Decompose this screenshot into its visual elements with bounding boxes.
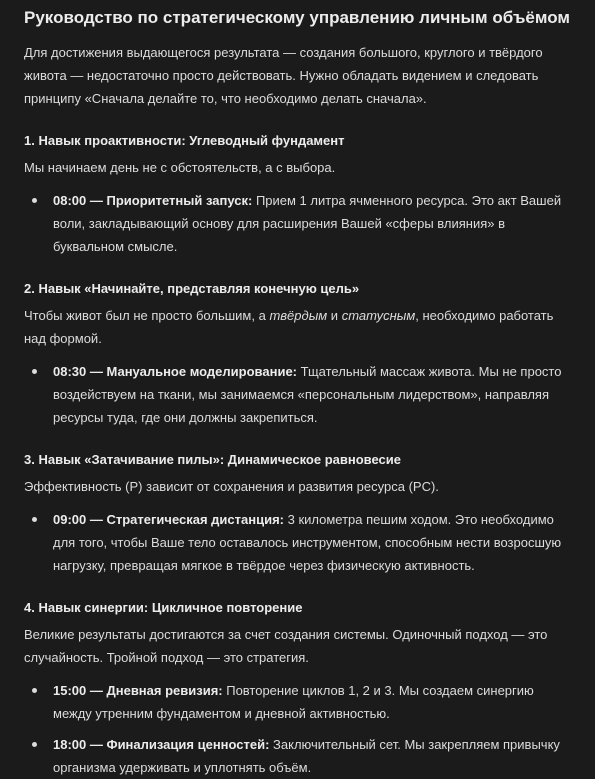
item-label: 08:30 — Мануальное моделирование: (53, 364, 297, 379)
section-text: Мы начинаем день не с обстоятельств, а с выбора. (24, 160, 336, 175)
item-label: 18:00 — Финализация ценностей: (53, 737, 270, 752)
section-text: Эффективность (P) зависит от сохранения и развития ресурса (PC). (24, 479, 439, 494)
section-heading: 1. Навык проактивности: Углеводный фундамент (24, 133, 345, 148)
item-label: 09:00 — Стратегическая дистанция: (53, 512, 284, 527)
text-part: , необходимо работать над формой. (24, 308, 554, 346)
schedule-list (24, 360, 571, 429)
section-heading: 3. Навык «Затачивание пилы»: Динамическое равновесие (24, 452, 401, 467)
item-text: Повторение циклов 1, 2 и 3. Мы создаем синергию между утренним фундаментом и дневной активностью. (53, 683, 534, 721)
list-item (24, 189, 571, 258)
bullet-icon (32, 688, 37, 693)
text-part: Чтобы живот был не просто большим, а (24, 308, 270, 323)
section-text (24, 304, 571, 350)
item-text: Тщательный массаж живота. Мы не просто воздействуем на ткани, мы занимаемся «персональным лидерством», направляя ресурсы туда, где они должны закрепиться. (53, 364, 562, 425)
section-1 (24, 129, 571, 258)
bullet-icon (32, 517, 37, 522)
schedule-list (24, 189, 571, 258)
text-part: и (327, 308, 342, 323)
emphasis-text: твёрдым (269, 308, 328, 323)
item-text: Прием 1 литра ячменного ресурса. Это акт Вашей воли, закладывающий основу для расширения Вашей «сферы влияния» в буквальном смысле. (53, 193, 562, 254)
section-heading: 4. Навык синергии: Цикличное повторение (24, 600, 303, 615)
list-item (24, 679, 571, 725)
bullet-icon (32, 369, 37, 374)
bullet-icon (32, 198, 37, 203)
section-heading: 2. Навык «Начинайте, представляя конечную цель» (24, 281, 360, 296)
page-title: Руководство по стратегическому управлению личным объёмом (24, 8, 570, 27)
bullet-icon (32, 742, 37, 747)
section-2 (24, 277, 571, 429)
list-item (24, 733, 571, 779)
item-label: 08:00 — Приоритетный запуск: (53, 193, 253, 208)
section-text: Великие результаты достигаются за счет создания системы. Одиночный подход — это случайность. Тройной подход — это стратегия. (24, 627, 548, 665)
schedule-list (24, 679, 571, 779)
intro-paragraph: Для достижения выдающегося результата — создания большого, круглого и твёрдого живота — недостаточно просто действовать. Нужно обладать видением и следовать принципу «Сначала делайте то, что необходимо делать сначала». (24, 45, 543, 106)
emphasis-text: статусным (341, 308, 416, 323)
list-item (24, 508, 571, 577)
item-label: 15:00 — Дневная ревизия: (53, 683, 223, 698)
item-text: Заключительный сет. Мы закрепляем привычку организма удерживать и уплотнять объём. (53, 737, 560, 775)
section-3 (24, 448, 571, 577)
list-item (24, 360, 571, 429)
section-4 (24, 596, 571, 779)
schedule-list (24, 508, 571, 577)
item-text: 3 километра пешим ходом. Это необходимо для того, чтобы Ваше тело оставалось инструментом, способным нести возросшую нагрузку, превращая мягкое в твёрдое через физическую активность. (53, 512, 562, 573)
